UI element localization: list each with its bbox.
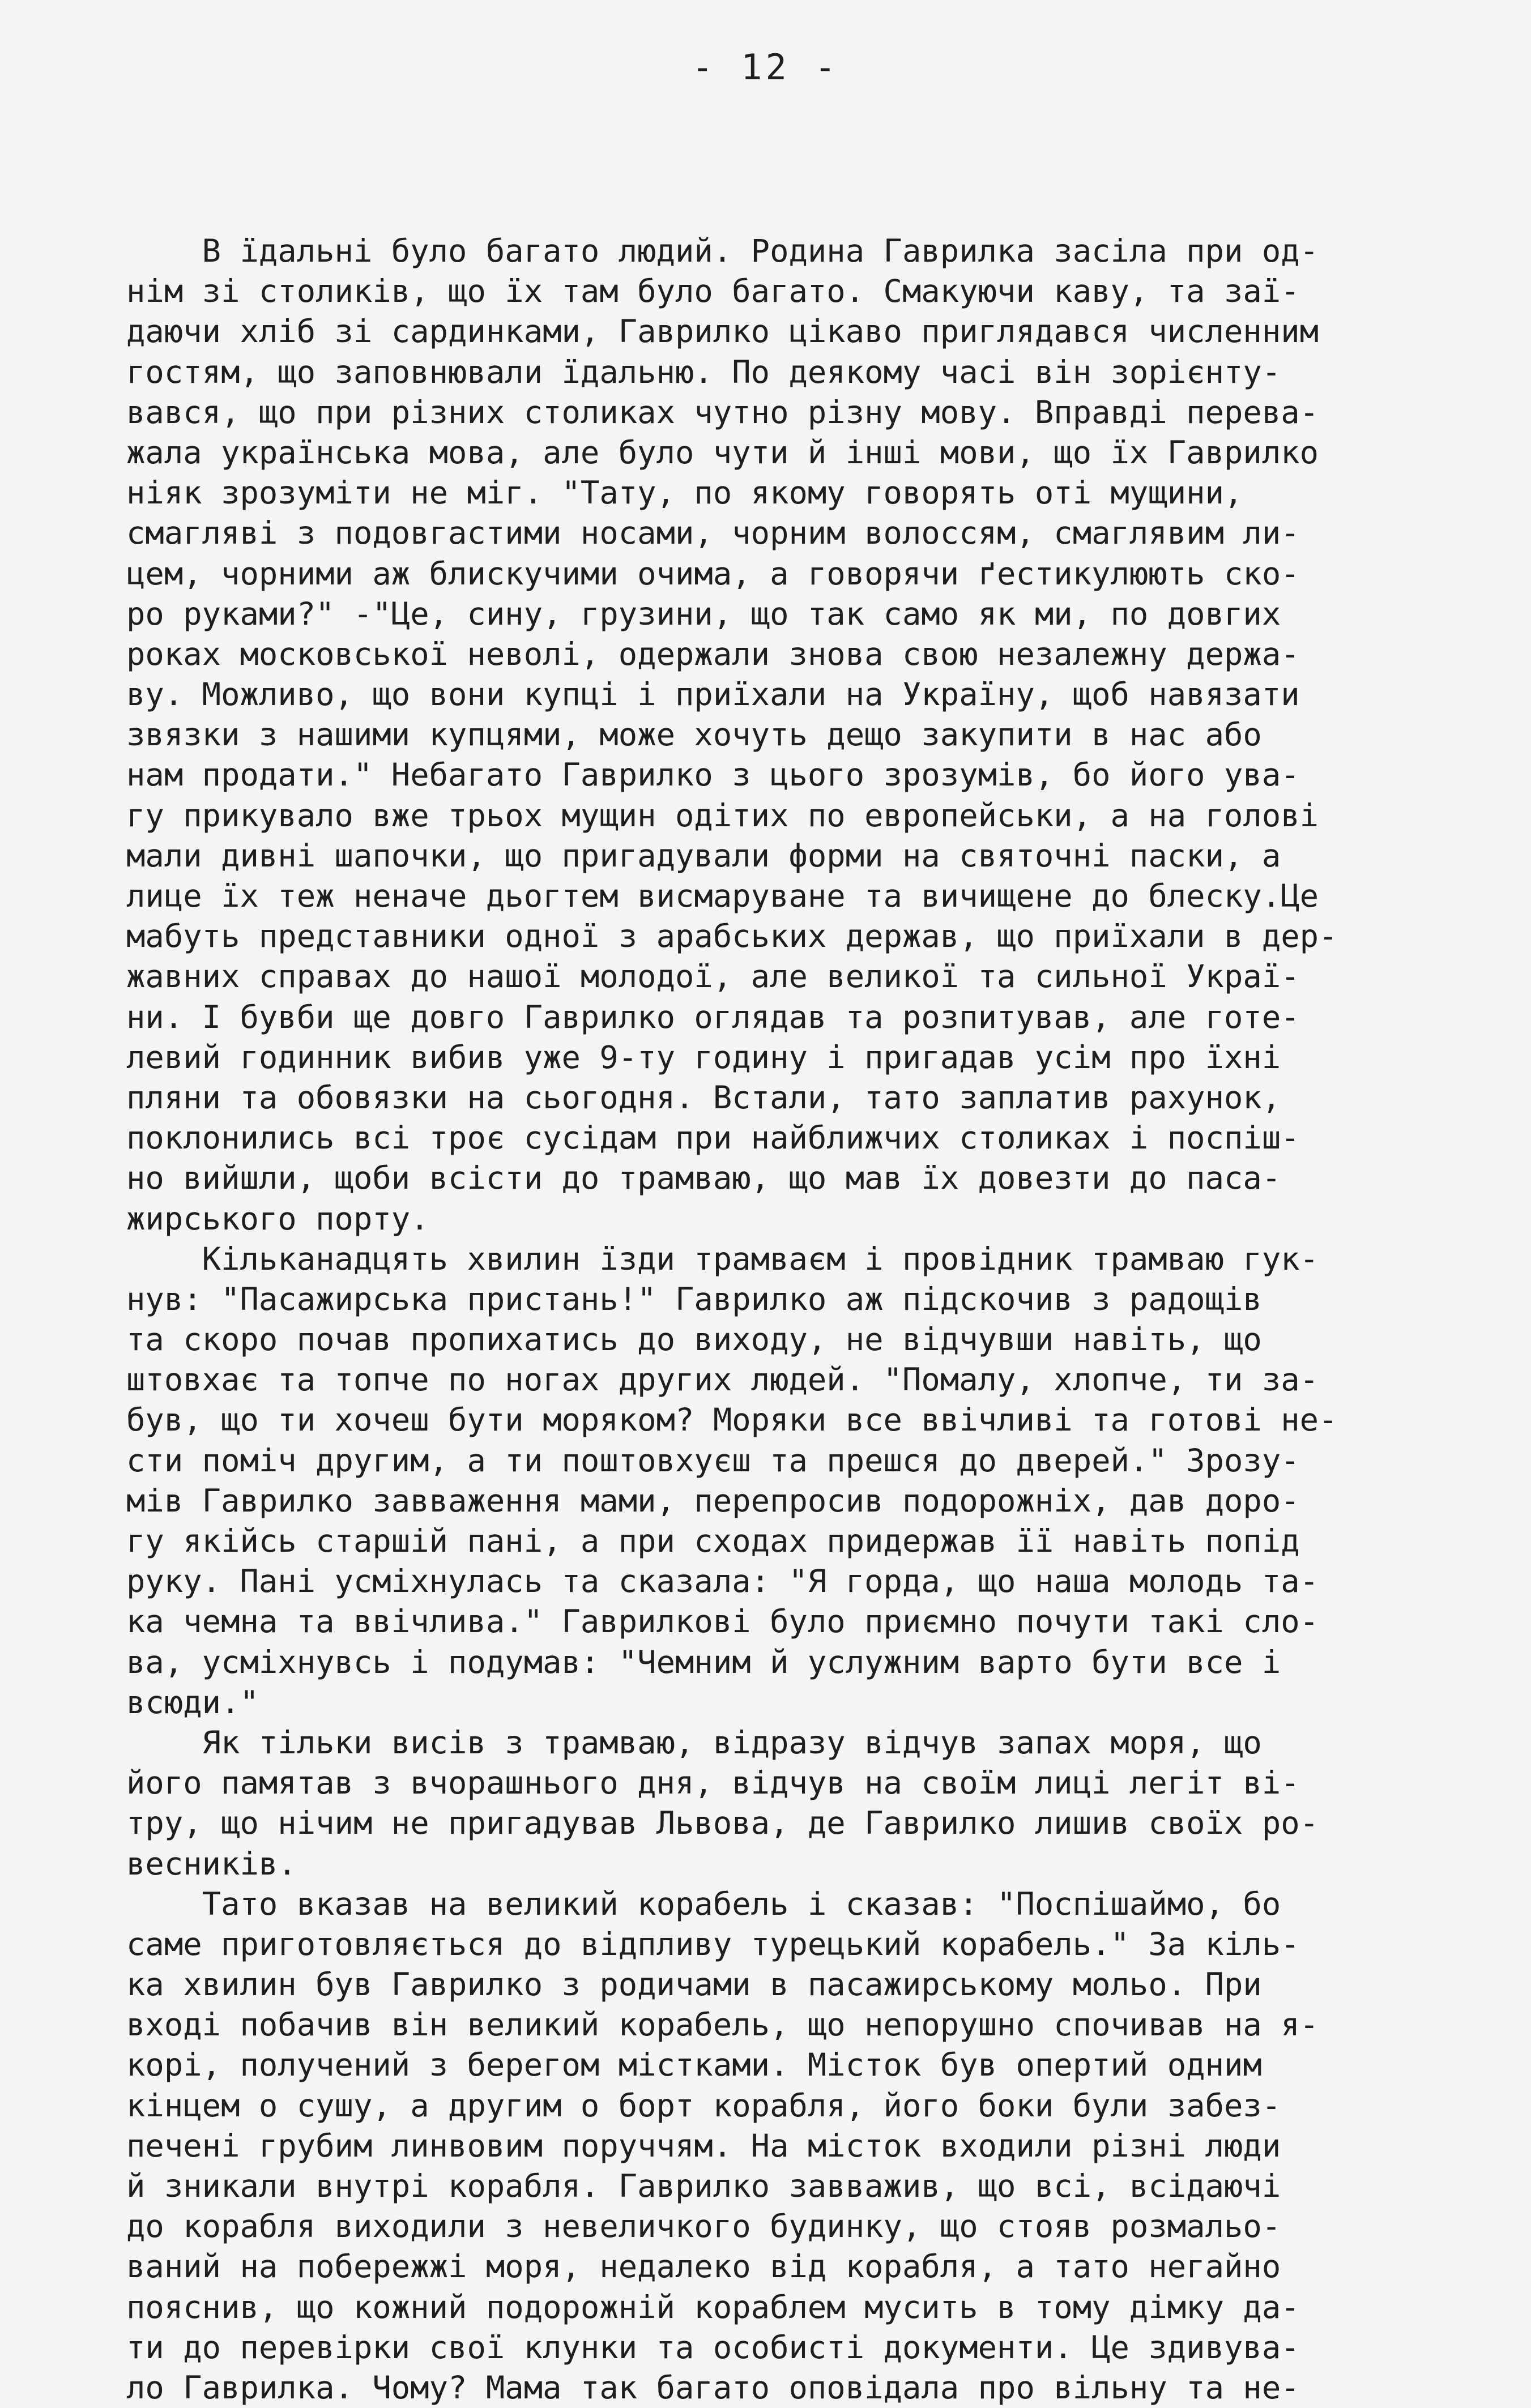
text-line: цем, чорними аж блискучими очима, а говорячи ґестикулюють ско- [126,555,1300,592]
text-line: печені грубим линвовим поруччям. На місток входили різні люди [126,2127,1281,2164]
text-line: ва, усміхнувсь і подумав: "Чемним й услужним варто бути все і [126,1643,1281,1681]
text-line: вході побачив він великий корабель, що непорушно спочивав на я- [126,2006,1319,2044]
text-line: нув: "Пасажирська пристань!" Гаврилко аж підскочив з радощів [126,1280,1262,1318]
text-line: ка хвилин був Гаврилко з родичами в пасажирському мольо. При [126,1966,1262,2004]
text-line: й зникали внутрі корабля. Гаврилко завважив, що всі, всідаючі [126,2168,1281,2205]
text-line: всюди." [126,1684,259,1721]
text-line: Кільканадцять хвилин їзди трамваєм і провідник трамваю гук- [126,1240,1319,1278]
text-line: левий годинник вибив уже 9-ту годину і пригадав усім про їхні [126,1039,1281,1076]
text-line: штовхає та топче по ногах других людей. "Помалу, хлопче, ти за- [126,1361,1319,1399]
text-line: мів Гаврилко завваження мами, перепросив подорожніх, дав доро- [126,1482,1300,1519]
text-line: сти поміч другим, а ти поштовхуєш та прешся до дверей." Зрозу- [126,1442,1300,1479]
text-line: його памятав з вчорашнього дня, відчув на своїм лиці легіт ві- [126,1765,1300,1802]
text-line: гу якійсь старшій пані, а при сходах придержав її навіть попід [126,1523,1300,1560]
text-line: пляни та обовязки на сьогодня. Встали, тато заплатив рахунок, [126,1079,1281,1116]
text-line: кінцем о сушу, а другим о борт корабля, його боки були забез- [126,2087,1281,2124]
text-line: корі, получений з берегом містками. Місток був опертий одним [126,2047,1262,2084]
text-line: жавних справах до нашої молодої, але великої та сильної Украї- [126,958,1300,996]
text-line: жирського порту. [126,1200,429,1237]
text-line: роках московської неволі, одержали знова свою незалежну держа- [126,635,1300,673]
text-line: В їдальні було багато людий. Родина Гаврилка засіла при од- [126,233,1319,270]
text-line: вався, що при різних столиках чутно різну мову. Вправді перева- [126,394,1319,431]
text-line: тру, що нічим не пригадував Львова, де Гаврилко лишив своїх ро- [126,1805,1319,1842]
text-line: но вийшли, щоби всісти до трамваю, що мав їх довезти до паса- [126,1160,1281,1197]
text-line: руку. Пані усміхнулась та сказала: "Я горда, що наша молодь та- [126,1563,1319,1600]
text-line: смагляві з подовгастими носами, чорним волоссям, смаглявим ли- [126,515,1300,552]
text-line: ро руками?" -"Це, сину, грузини, що так само як ми, по довгих [126,595,1281,633]
text-line: ка чемна та ввічлива." Гаврилкові було приємно почути такі сло- [126,1603,1319,1641]
text-line: ву. Можливо, що вони купці і приїхали на Україну, щоб навязати [126,676,1300,714]
text-line: звязки з нашими купцями, може хочуть дещо закупити в нас або [126,716,1262,754]
text-line: ни. І бувби ще довго Гаврилко оглядав та розпитував, але готе- [126,998,1300,1036]
text-line: нам продати." Небагато Гаврилко з цього зрозумів, бо його ува- [126,757,1300,794]
text-line: весників. [126,1845,297,1882]
text-line: гу прикувало вже трьох мущин одітих по европейськи, а на голові [126,797,1319,834]
text-line: Як тільки висів з трамваю, відразу відчув запах моря, що [126,1724,1262,1761]
text-line: Тато вказав на великий корабель і сказав: "Поспішаймо, бо [126,1885,1281,1923]
text-line: саме приготовляється до відпливу турецький корабель." За кіль- [126,1925,1300,1963]
text-line: гостям, що заповнювали їдальню. По деякому часі він зорієнту- [126,353,1281,391]
text-line: поклонились всі троє сусідам при найближчих столиках і поспіш- [126,1120,1300,1157]
text-line: та скоро почав пропихатись до виходу, не відчувши навіть, що [126,1321,1262,1359]
body-text [126,231,1446,2408]
text-line: ло Гаврилка. Чому? Мама так багато оповідала про вільну та не- [126,2369,1300,2406]
text-line: ваний на побережжі моря, недалеко від корабля, а тато негайно [126,2248,1281,2286]
page-number: - 12 - [692,46,839,88]
text-line: жала українська мова, але було чути й інші мови, що їх Гаврилко [126,434,1319,471]
text-line: пояснив, що кожний подорожній кораблем мусить в тому дімку да- [126,2289,1300,2326]
text-line: мабуть представники одної з арабських держав, що приїхали в дер- [126,918,1338,955]
text-line: даючи хліб зі сардинками, Гаврилко цікаво приглядався численним [126,313,1319,351]
text-line: нім зі столиків, що їх там було багато. Смакуючи каву, та заї- [126,273,1300,310]
text-line: ніяк зрозуміти не міг. "Тату, по якому говорять оті мущини, [126,475,1243,512]
text-line: був, що ти хочеш бути моряком? Моряки все ввічливі та готові не- [126,1402,1338,1439]
text-line: ти до перевірки свої клунки та особисті документи. Це здивува- [126,2329,1300,2366]
text-line: лице їх теж неначе дьогтем висмаруване та вичищене до блеску.Це [126,878,1319,915]
text-line: мали дивні шапочки, що пригадували форми на святочні паски, а [126,837,1281,874]
text-line: до корабля виходили з невеличкого будинку, що стояв розмальо- [126,2208,1281,2245]
